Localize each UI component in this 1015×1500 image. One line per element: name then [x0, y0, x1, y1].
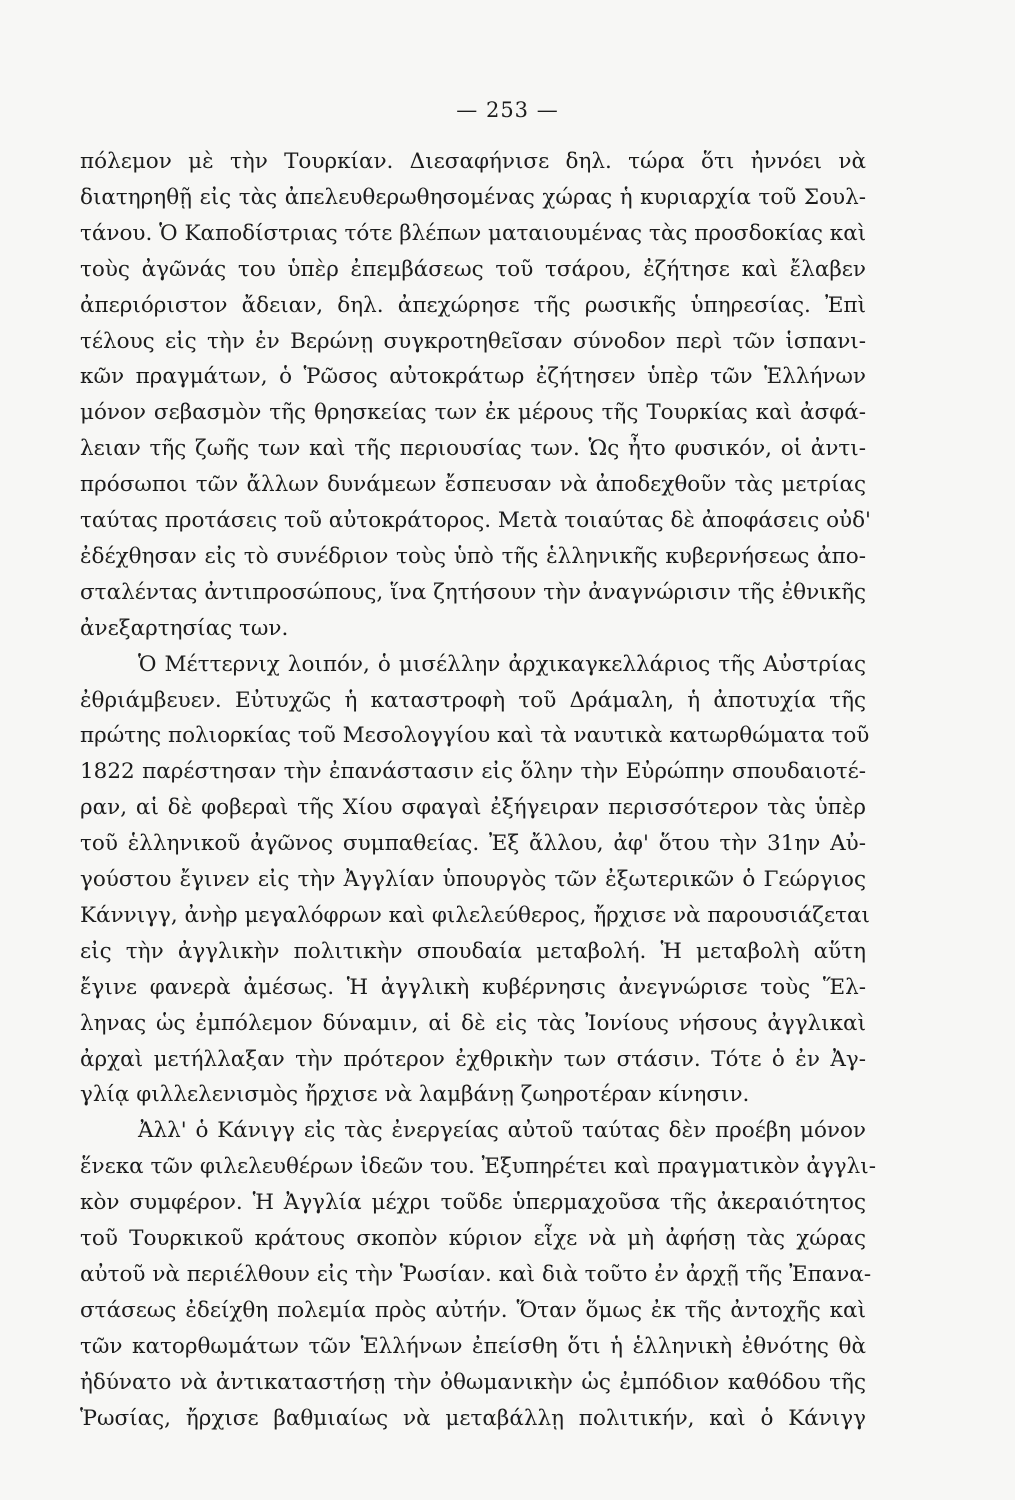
text-line: τοῦ Τουρκικοῦ κράτους σκοπὸν κύριον εἶχε νὰ μὴ ἀφήσῃ τὰς χώρας — [80, 1226, 866, 1251]
text-line: ἕνεκα τῶν φιλελευθέρων ἰδεῶν του. Ἐξυπηρέτει καὶ πραγματικὸν ἀγγλι- — [80, 1154, 876, 1180]
text-line: γλίᾳ φιλλελενισμὸς ἤρχισε νὰ λαμβάνῃ ζωηροτέραν κίνησιν. — [80, 1082, 750, 1108]
text-line: ἐδέχθησαν εἰς τὸ συνέδριον τοὺς ὑπὸ τῆς ἑλληνικῆς κυβερνήσεως ἀπο- — [80, 543, 866, 569]
text-line: μόνον σεβασμὸν τῆς θρησκείας των ἐκ μέρους τῆς Τουρκίας καὶ ἀσφά- — [80, 400, 866, 426]
text-line: ἐθριάμβευεν. Εὐτυχῶς ἡ καταστροφὴ τοῦ Δράμαλη, ἡ ἀποτυχία τῆς — [80, 687, 866, 713]
text-line: αὐτοῦ νὰ περιέλθουν εἰς τὴν Ῥωσίαν. καὶ διὰ τοῦτο ἐν ἀρχῇ τῆς Ἐπανα- — [80, 1261, 872, 1287]
text-line: πρόσωποι τῶν ἄλλων δυνάμεων ἔσπευσαν νὰ ἀποδεχθοῦν τὰς μετρίας — [80, 472, 866, 498]
text-line: λειαν τῆς ζωῆς των καὶ τῆς περιουσίας των. Ὡς ἦτο φυσικόν, οἱ ἀντι- — [80, 436, 866, 462]
text-line: 1822 παρέστησαν τὴν ἐπανάστασιν εἰς ὅλην τὴν Εὐρώπην σπουδαιοτέ- — [80, 759, 866, 785]
text-line: τοὺς ἀγῶνάς του ὑπὲρ ἐπεμβάσεως τοῦ τσάρου, ἐζήτησε καὶ ἔλαβεν — [80, 256, 866, 282]
text-line: τάνου. Ὁ Καποδίστριας τότε βλέπων ματαιουμένας τὰς προσδοκίας καὶ — [80, 220, 867, 246]
text-line: Κάννιγγ, ἀνὴρ μεγαλόφρων καὶ φιλελεύθερος, ἤρχισε νὰ παρουσιάζεται — [80, 902, 870, 928]
text-line: σταλέντας ἀντιπροσώπους, ἵνα ζητήσουν τὴν ἀναγνώρισιν τῆς ἐθνικῆς — [80, 579, 866, 605]
text-line: τοῦ ἑλληνικοῦ ἀγῶνος συμπαθείας. Ἐξ ἄλλου, ἀφ' ὅτου τὴν 31ην Αὐ- — [80, 831, 866, 857]
text-line: ἔγινε φανερὰ ἀμέσως. Ἡ ἀγγλικὴ κυβέρνησις ἀνεγνώρισε τοὺς Ἕλ- — [80, 974, 866, 1000]
text-line: ἠδύνατο νὰ ἀντικαταστήσῃ τὴν ὀθωμανικὴν ὡς ἐμπόδιον καθόδου τῆς — [80, 1369, 866, 1395]
text-line: κὸν συμφέρον. Ἡ Ἀγγλία μέχρι τοῦδε ὑπερμαχοῦσα τῆς ἀκεραιότητος — [80, 1190, 866, 1216]
text-line: Ὁ Μέττερνιχ λοιπόν, ὁ μισέλλην ἀρχικαγκελλάριος τῆς Αὐστρίας — [138, 651, 866, 677]
text-line: διατηρηθῇ εἰς τὰς ἀπελευθερωθησομένας χώρας ἡ κυριαρχία τοῦ Σουλ- — [80, 184, 866, 210]
text-line: ἀρχαὶ μετήλλαξαν τὴν πρότερον ἐχθρικὴν των στάσιν. Τότε ὁ ἐν Ἀγ- — [80, 1046, 866, 1072]
text-line: τῶν κατορθωμάτων τῶν Ἑλλήνων ἐπείσθη ὅτι ἡ ἑλληνικὴ ἐθνότης θὰ — [80, 1333, 866, 1359]
text-line: γούστου ἔγινεν εἰς τὴν Ἀγγλίαν ὑπουργὸς τῶν ἐξωτερικῶν ὁ Γεώργιος — [80, 867, 866, 892]
text-line: ληνας ὡς ἐμπόλεμον δύναμιν, αἱ δὲ εἰς τὰς Ἰονίους νήσους ἀγγλικαὶ — [80, 1010, 866, 1036]
text-line: ἀπεριόριστον ἄδειαν, δηλ. ἀπεχώρησε τῆς ρωσικῆς ὑπηρεσίας. Ἐπὶ — [80, 292, 866, 318]
page-number: — 253 — — [456, 98, 559, 122]
text-line: πρώτης πολιορκίας τοῦ Μεσολογγίου καὶ τὰ ναυτικὰ κατωρθώματα τοῦ — [80, 723, 870, 749]
text-line: στάσεως ἐδείχθη πολεμία πρὸς αὐτήν. Ὅταν ὅμως ἐκ τῆς ἀντοχῆς καὶ — [80, 1297, 866, 1323]
text-line: πόλεμον μὲ τὴν Τουρκίαν. Διεσαφήνισε δηλ. τώρα ὅτι ἠννόει νὰ — [80, 149, 866, 174]
text-line: Ἀλλ' ὁ Κάνιγγ εἰς τὰς ἐνεργείας αὐτοῦ ταύτας δὲν προέβη μόνον — [138, 1118, 866, 1144]
text-line: τέλους εἰς τὴν ἐν Βερώνῃ συγκροτηθεῖσαν σύνοδον περὶ τῶν ἱσπανι- — [80, 328, 866, 354]
text-line: Ῥωσίας, ἤρχισε βαθμιαίως νὰ μεταβάλλῃ πολιτικήν, καὶ ὁ Κάνιγγ — [80, 1405, 866, 1431]
text-line: κῶν πραγμάτων, ὁ Ῥῶσος αὐτοκράτωρ ἐζήτησεν ὑπὲρ τῶν Ἑλλήνων — [80, 364, 866, 390]
text-line: ταύτας προτάσεις τοῦ αὐτοκράτορος. Μετὰ τοιαύτας δὲ ἀποφάσεις οὐδ' — [80, 508, 871, 533]
text-line: ἀνεξαρτησίας των. — [80, 615, 289, 641]
text-line: εἰς τὴν ἀγγλικὴν πολιτικὴν σπουδαία μεταβολή. Ἡ μεταβολὴ αὕτη — [80, 938, 866, 964]
text-line: ραν, αἱ δὲ φοβεραὶ τῆς Χίου σφαγαὶ ἐξήγειραν περισσότερον τὰς ὑπὲρ — [80, 795, 866, 821]
